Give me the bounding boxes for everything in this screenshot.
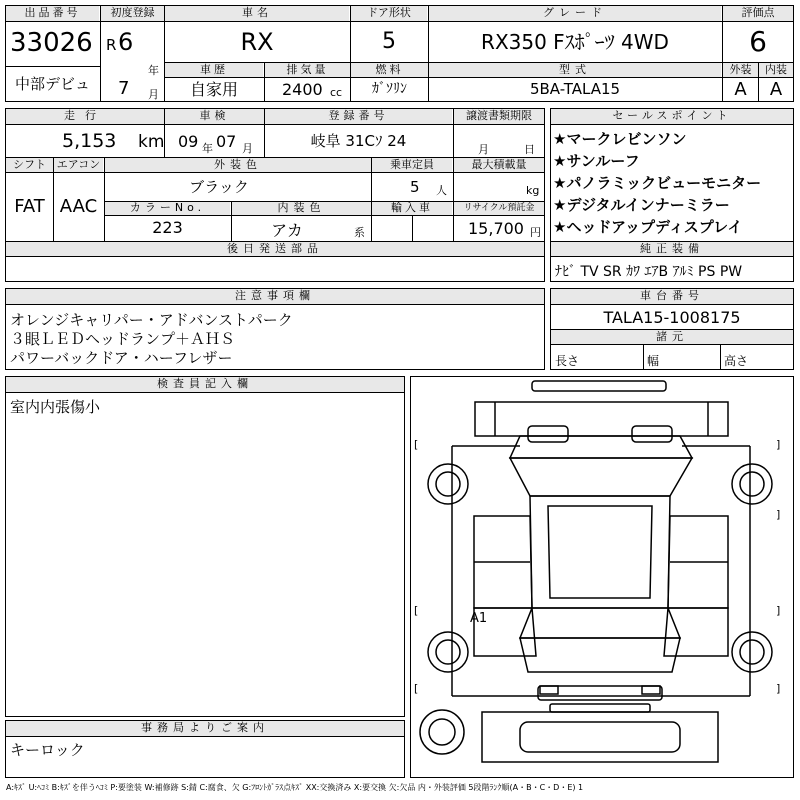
- inspection-year: 09: [178, 132, 199, 151]
- inspector-text: 室内内張傷小: [10, 398, 101, 416]
- registration-value: 岐阜 31Cｿ 24: [310, 132, 407, 150]
- load-label: 最大積載量: [454, 158, 544, 172]
- inspector-block: [5, 376, 405, 717]
- registration-label: 登録番号: [265, 109, 452, 124]
- transfer-label: 譲渡書類期限: [454, 109, 544, 124]
- inspection-month-unit: 月: [242, 142, 253, 155]
- grade-label: グレード: [429, 6, 721, 21]
- sales-point-3: ★パノラミックビューモニター: [553, 174, 762, 192]
- year-unit: 年: [148, 64, 159, 77]
- import-label: 輸入車: [372, 202, 452, 215]
- lot-label: 出品番号: [6, 6, 99, 21]
- inspection-year-unit: 年: [202, 142, 213, 155]
- width-label: 幅: [647, 354, 660, 368]
- mileage-label: 走行: [6, 109, 164, 124]
- inspection-label: 車検: [165, 109, 264, 124]
- color-value: ブラック: [189, 178, 249, 196]
- sales-point-2: ★サンルーフ: [553, 152, 640, 170]
- color-no-label: カラーNo.: [105, 202, 230, 215]
- bracket-left-mid: [: [414, 604, 419, 617]
- door-label: ドア形状: [351, 6, 427, 21]
- model-value: 5BA-TALA15: [529, 80, 621, 98]
- color-no-value: 223: [152, 218, 183, 237]
- inspector-label: 検査員記入欄: [6, 377, 404, 392]
- notes-label: 注意事項欄: [6, 289, 544, 304]
- exterior-label: 外装: [723, 63, 758, 77]
- fuel-label: 燃料: [351, 63, 428, 77]
- color-label: 外装色: [105, 158, 371, 172]
- sales-point-5: ★ヘッドアップディスプレイ: [553, 218, 743, 236]
- door-value: 5: [382, 29, 396, 54]
- era-mark: R: [106, 36, 117, 54]
- first-reg-month: 7: [118, 78, 130, 99]
- later-parts-label: 後日発送部品: [6, 242, 544, 256]
- score-value: 6: [749, 25, 767, 58]
- capacity-label: 乗車定員: [372, 158, 452, 172]
- car-name-label: 車名: [165, 6, 349, 21]
- dims-label: 諸元: [551, 330, 793, 344]
- equipment-value: ﾅﾋﾞ TV SR ｶﾜ ｴｱB ｱﾙﾐ PS PW: [555, 264, 743, 280]
- notes-line-3: パワーバックドア・ハーフレザー: [10, 349, 233, 367]
- sales-point-1: ★マークレビンソン: [553, 130, 687, 148]
- transfer-month-unit: 月: [478, 143, 489, 156]
- transfer-day-unit: 日: [524, 143, 535, 156]
- bracket-right-top: ]: [776, 438, 781, 451]
- shift-label: シフト: [6, 158, 53, 172]
- first-reg-year: 6: [118, 28, 134, 56]
- notes-line-1: オレンジキャリパー・アドバンストパーク: [10, 311, 293, 329]
- venue-name: 中部デビュ: [14, 75, 90, 93]
- car-name: RX: [240, 28, 274, 56]
- capacity-unit: 人: [436, 184, 447, 197]
- load-unit: kg: [526, 184, 540, 197]
- interior-label: 内装: [759, 63, 793, 77]
- mileage-value: 5,153: [62, 130, 117, 152]
- displacement-label: 排気量: [265, 63, 350, 77]
- interior-color-value: アカ: [271, 221, 303, 240]
- lot-number: 33026: [10, 28, 93, 58]
- recycle-value: 15,700: [468, 219, 524, 238]
- history-label: 車歴: [165, 63, 263, 77]
- model-label: 型式: [429, 63, 721, 77]
- interior-score: A: [769, 79, 783, 100]
- chassis-label: 車台番号: [551, 289, 793, 304]
- bracket-right-low: ]: [776, 682, 781, 695]
- notes-line-2: ３眼ＬＥＤヘッドランプ＋ＡＨＳ: [10, 330, 236, 348]
- shift-value: FAT: [14, 196, 45, 217]
- mileage-unit: km: [138, 132, 165, 152]
- chassis-number: TALA15-1008175: [603, 308, 741, 327]
- first-reg-label: 初度登録: [101, 6, 164, 21]
- fuel-value: ｶﾞｿﾘﾝ: [372, 81, 407, 97]
- length-label: 長さ: [555, 354, 580, 368]
- capacity-value: 5: [410, 178, 420, 196]
- bracket-left-top: [: [414, 438, 419, 451]
- bracket-right-upper: ]: [776, 508, 781, 521]
- diagram-mark-a1: A1: [470, 611, 488, 626]
- month-unit: 月: [148, 88, 159, 101]
- grade-value: RX350 Fｽﾎﾟｰﾂ 4WD: [481, 30, 669, 54]
- bracket-left-low: [: [414, 682, 419, 695]
- office-text: キーロック: [10, 741, 85, 759]
- score-label: 評価点: [723, 6, 793, 21]
- history-value: 自家用: [189, 80, 238, 99]
- equipment-label: 純正装備: [551, 242, 793, 256]
- recycle-label: リサイクル預託金: [454, 202, 544, 215]
- office-label: 事務局よりご案内: [6, 721, 404, 736]
- ac-label: エアコン: [54, 158, 103, 172]
- ac-value: AAC: [59, 196, 98, 217]
- interior-color-label: 内装色: [232, 202, 371, 215]
- inspection-month: 07: [216, 132, 237, 151]
- recycle-unit: 円: [530, 226, 541, 239]
- displacement-unit: cc: [330, 86, 343, 99]
- interior-color-unit: 系: [354, 226, 365, 239]
- exterior-score: A: [734, 79, 747, 100]
- sales-point-label: セールスポイント: [551, 109, 793, 124]
- bracket-right-mid: ]: [776, 604, 781, 617]
- sales-point-4: ★デジタルインナーミラー: [553, 196, 730, 214]
- displacement-value: 2400: [282, 80, 323, 99]
- car-diagram: [410, 376, 794, 778]
- height-label: 高さ: [724, 354, 749, 368]
- legend-text: A:ｷｽﾞ U:ﾍｺﾐ B:ｷｽﾞを伴うﾍｺﾐ P:要塗装 W:補修跡 S:錆 C:腐食、欠 G:ﾌﾛﾝﾄｶﾞﾗｽ点ｷｽﾞ XX:交換済み X:要交換 欠:欠品 内・外装評価 5段階ﾗﾝｸ順(A・B・C・D・E) 1: [6, 783, 584, 792]
